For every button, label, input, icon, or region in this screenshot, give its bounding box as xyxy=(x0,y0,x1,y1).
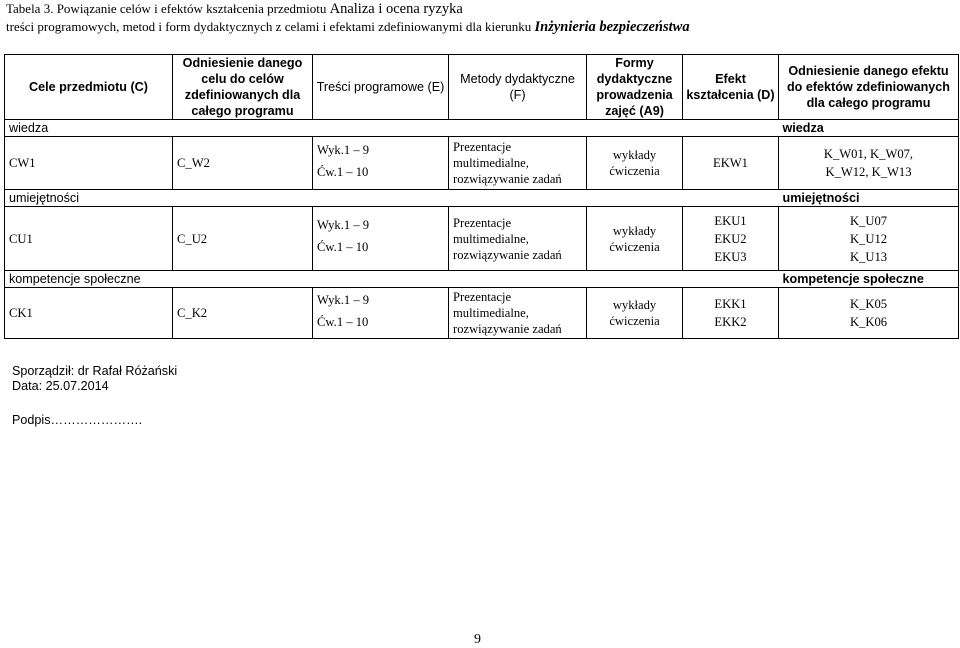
formy-line: wykłady xyxy=(612,148,657,162)
formy-line: wykłady xyxy=(612,223,657,238)
tresci-wyklad: Wyk.1 – 9 xyxy=(317,218,370,232)
odniesienie-efektu-line: K_W01, K_W07, xyxy=(823,147,914,161)
subject-name: Analiza i ocena ryzyka xyxy=(329,1,463,17)
odniesienie-efektu-line: K_U13 xyxy=(849,249,888,264)
efekt-cell xyxy=(683,207,779,271)
efekt-code: EKU3 xyxy=(714,249,747,264)
header-efekt: Efekt kształcenia (D) xyxy=(683,55,779,120)
cel-cell: CU1 xyxy=(5,207,173,271)
section-row-kompetencje xyxy=(5,271,959,288)
header-odniesienie-celu: Odniesienie danego celu do celów zdefiniowanych dla całego programu xyxy=(173,55,313,120)
header-cele: Cele przedmiotu (C) xyxy=(5,55,173,120)
metody-line: Prezentacje xyxy=(453,140,512,154)
metody-line: rozwiązywanie zadań xyxy=(453,322,562,336)
odniesienie-efektu-cell xyxy=(779,137,959,190)
section-label-umiejetnosci: umiejętności xyxy=(5,190,683,207)
cel-cell: CK1 xyxy=(5,288,173,339)
odniesienie-efektu-line: K_K06 xyxy=(849,315,888,329)
caption-line-1 xyxy=(6,0,956,18)
formy-line: ćwiczenia xyxy=(609,239,660,254)
efekt-code: EKK1 xyxy=(714,297,747,311)
efekt-cell xyxy=(683,137,779,190)
metody-line: rozwiązywanie zadań xyxy=(453,172,562,186)
odniesienie-cell: C_U2 xyxy=(173,207,313,271)
odniesienie-efektu-line: K_U12 xyxy=(849,231,888,246)
odniesienie-efektu-line: K_U07 xyxy=(849,213,888,228)
odniesienie-efektu-cell xyxy=(779,207,959,271)
header-tresci: Treści programowe (E) xyxy=(313,55,449,120)
table-caption xyxy=(6,0,956,36)
metody-cell xyxy=(449,137,587,190)
footer-date: Data: 25.07.2014 xyxy=(12,379,109,393)
formy-cell xyxy=(587,288,683,339)
section-spacer xyxy=(683,271,779,288)
odniesienie-efektu-line: K_K05 xyxy=(849,297,888,311)
section-label-kompetencje: kompetencje społeczne xyxy=(5,271,683,288)
odniesienie-cell: C_K2 xyxy=(173,288,313,339)
odniesienie-efektu-line: K_W12, K_W13 xyxy=(825,165,912,179)
caption-line-2 xyxy=(6,18,956,36)
formy-line: wykłady xyxy=(612,298,657,312)
header-metody: Metody dydaktyczne (F) xyxy=(449,55,587,120)
efekt-cell xyxy=(683,288,779,339)
field-of-study: Inżynieria bezpieczeństwa xyxy=(534,19,690,35)
header-formy: Formy dydaktyczne prowadzenia zajęć (A9) xyxy=(587,55,683,120)
formy-line: ćwiczenia xyxy=(609,314,660,328)
section-spacer xyxy=(683,120,779,137)
metody-line: rozwiązywanie zadań xyxy=(453,247,562,262)
formy-cell xyxy=(587,137,683,190)
metody-line: multimedialne, xyxy=(453,306,529,320)
caption-description: treści programowych, metod i form dydaktycznych z celami i efektami zdefiniowanymi dla kierunku xyxy=(6,19,535,34)
efekt-code: EKK2 xyxy=(714,315,747,329)
metody-line: Prezentacje xyxy=(453,290,512,304)
section-label-wiedza-right: wiedza xyxy=(779,120,959,137)
tresci-cwiczenia: Ćw.1 – 10 xyxy=(317,164,369,179)
footer-author: Sporządził: dr Rafał Różański xyxy=(12,364,178,378)
page-number: 9 xyxy=(474,632,481,647)
formy-cell xyxy=(587,207,683,271)
efekt-code: EKW1 xyxy=(713,156,748,170)
header-odniesienie-efektu: Odniesienie danego efektu do efektów zdefiniowanych dla całego programu xyxy=(779,55,959,120)
cel-cell: CW1 xyxy=(5,137,173,190)
table-row xyxy=(5,207,959,271)
metody-line: multimedialne, xyxy=(453,156,529,170)
section-row-umiejetnosci xyxy=(5,190,959,207)
table-header-row xyxy=(5,55,959,120)
section-label-kompetencje-right: kompetencje społeczne xyxy=(779,271,959,288)
table-row xyxy=(5,137,959,190)
section-spacer xyxy=(683,190,779,207)
efekt-code: EKU1 xyxy=(714,213,747,228)
odniesienie-efektu-cell xyxy=(779,288,959,339)
tresci-cell xyxy=(313,207,449,271)
tresci-cwiczenia: Ćw.1 – 10 xyxy=(317,240,369,254)
tresci-cell xyxy=(313,137,449,190)
metody-cell xyxy=(449,288,587,339)
tresci-cell xyxy=(313,288,449,339)
tresci-wyklad: Wyk.1 – 9 xyxy=(317,142,370,157)
relations-table xyxy=(4,54,959,339)
caption-prefix: Tabela 3. Powiązanie celów i efektów kształcenia przedmiotu xyxy=(6,1,330,16)
formy-line: ćwiczenia xyxy=(609,164,660,178)
metody-line: Prezentacje xyxy=(453,215,512,230)
section-label-umiejetnosci-right: umiejętności xyxy=(779,190,959,207)
efekt-code: EKU2 xyxy=(714,231,747,246)
odniesienie-cell: C_W2 xyxy=(173,137,313,190)
metody-line: multimedialne, xyxy=(453,231,529,246)
tresci-wyklad: Wyk.1 – 9 xyxy=(317,292,370,307)
table-row xyxy=(5,288,959,339)
footer-signature: Podpis…………………. xyxy=(12,413,143,427)
section-row-wiedza xyxy=(5,120,959,137)
metody-cell xyxy=(449,207,587,271)
section-label-wiedza: wiedza xyxy=(5,120,683,137)
tresci-cwiczenia: Ćw.1 – 10 xyxy=(317,314,369,329)
